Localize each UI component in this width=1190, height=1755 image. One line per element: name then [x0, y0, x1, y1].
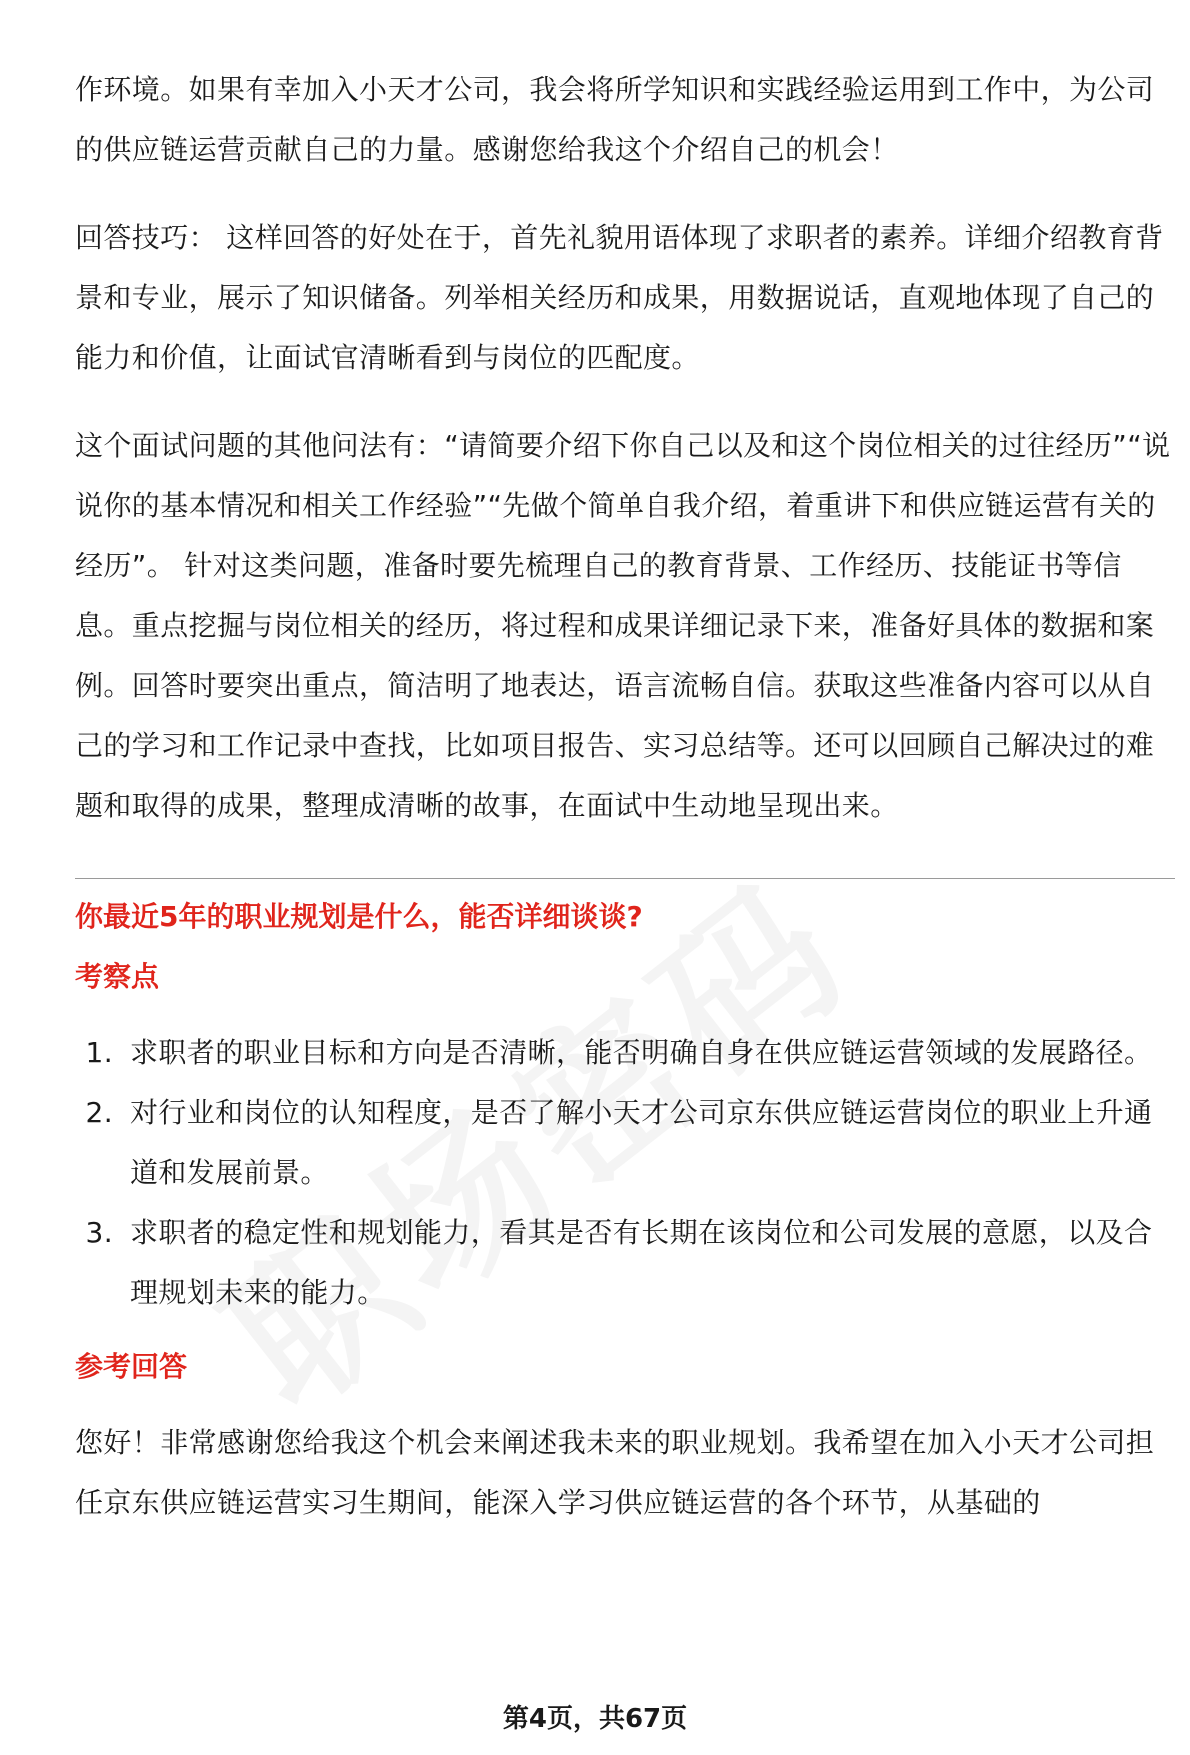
list-item-number: 3.	[85, 1216, 113, 1249]
intro-closing-paragraph: 作环境。如果有幸加入小天才公司，我会将所学知识和实践经验运用到工作中，为公司的供应链运营贡献自己的力量。感谢您给我这个介绍自己的机会！	[75, 73, 1155, 166]
page-number-footer: 第4页，共67页	[502, 1704, 688, 1734]
list-item	[75, 1083, 1175, 1203]
list-item-text: 对行业和岗位的认知程度，是否了解小天才公司京东供应链运营岗位的职业上升通道和发展前景。	[130, 1096, 1153, 1189]
list-item	[75, 1023, 1175, 1083]
reference-answer-heading: 参考回答	[75, 1350, 188, 1383]
answer-tips-paragraph: 回答技巧： 这样回答的好处在于，首先礼貌用语体现了求职者的素养。详细介绍教育背景和专业，展示了知识储备。列举相关经历和成果，用数据说话，直观地体现了自己的能力和价值，让面试官清晰看到与岗位的匹配度。	[75, 221, 1164, 374]
list-item	[75, 1203, 1175, 1323]
list-item-text: 求职者的稳定性和规划能力，看其是否有长期在该岗位和公司发展的意愿，以及合理规划未来的能力。	[130, 1216, 1153, 1309]
list-item-text: 求职者的职业目标和方向是否清晰，能否明确自身在供应链运营领域的发展路径。	[130, 1036, 1153, 1069]
exam-points-list	[75, 1023, 1175, 1323]
alternative-questions-paragraph: 这个面试问题的其他问法有：“请简要介绍下你自己以及和这个岗位相关的过往经历”“说说你的基本情况和相关工作经验”“先做个简单自我介绍，着重讲下和供应链运营有关的经历”。 针对这类问题，准备时要先梳理自己的教育背景、工作经历、技能证书等信息。重点挖掘与岗位相关的经历，将过程和成果详细记录下来，准备好具体的数据和案例。回答时要突出重点，简洁明了地表达，语言流畅自信。获取这些准备内容可以从自己的学习和工作记录中查找，比如项目报告、实习总结等。还可以回顾自己解决过的难题和取得的成果，整理成清晰的故事，在面试中生动地呈现出来。	[75, 429, 1171, 822]
exam-points-heading: 考察点	[75, 960, 160, 993]
section-divider	[75, 878, 1175, 879]
page-content	[75, 60, 1175, 1561]
reference-answer-paragraph: 您好！非常感谢您给我这个机会来阐述我未来的职业规划。我希望在加入小天才公司担任京东供应链运营实习生期间，能深入学习供应链运营的各个环节，从基础的	[75, 1426, 1155, 1519]
list-item-number: 1.	[85, 1036, 113, 1069]
list-item-number: 2.	[85, 1096, 113, 1129]
question-heading: 你最近5年的职业规划是什么，能否详细谈谈?	[75, 900, 643, 933]
